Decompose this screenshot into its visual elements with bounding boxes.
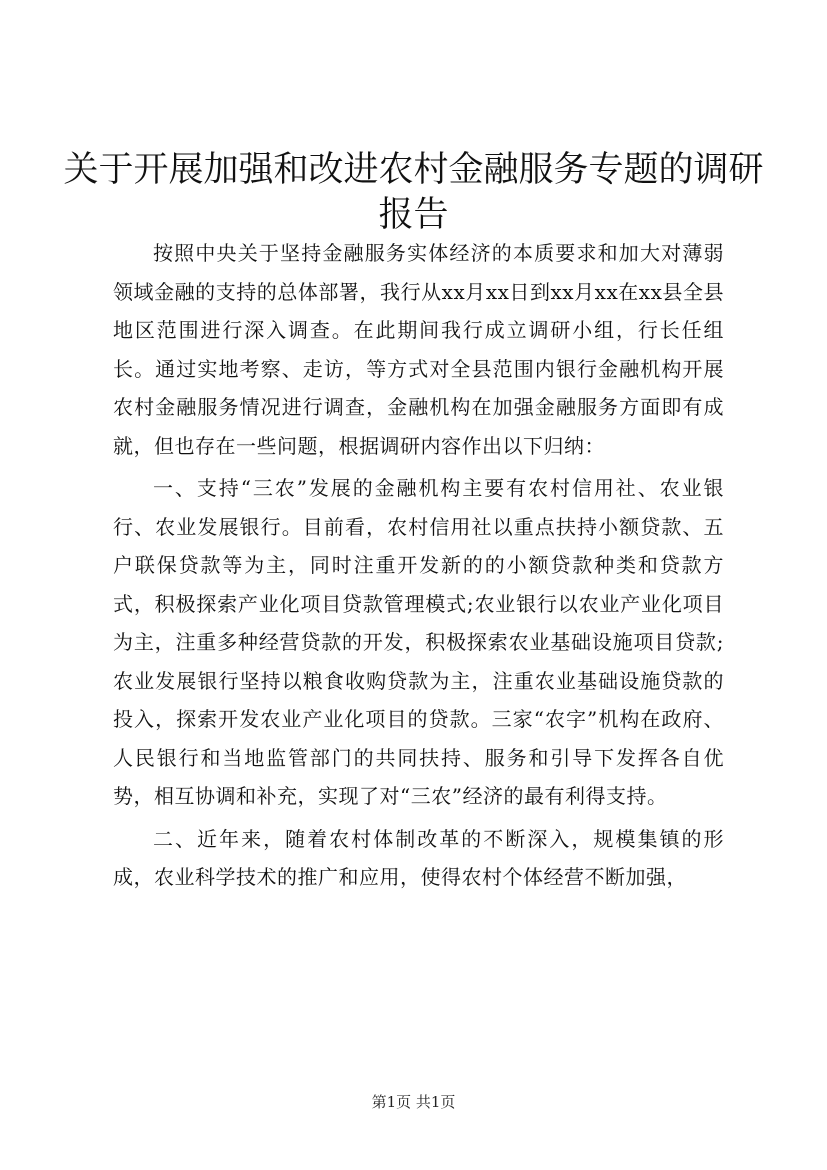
paragraph-section-2: 二、近年来，随着农村体制改革的不断深入，规模集镇的形成，农业科学技术的推广和应用，使得农村个体经营不断加强， <box>113 826 724 889</box>
document-title: 关于开展加强和改进农村金融服务专题的调研报告 <box>63 150 764 235</box>
paragraph-section-1: 一、支持“三农”发展的金融机构主要有农村信用社、农业银行、农业发展银行。目前看，农村信用社以重点扶持小额贷款、五户联保贷款等为主，同时注重开发新的的小额贷款种类和贷款方式，积极探索产业化项目贷款管理模式;农业银行以农业产业化项目为主，注重多种经营贷款的开发，积极探索农业基础设施项目贷款;农业发展银行坚持以粮食收购贷款为主，注重农业基础设施贷款的投入，探索开发农业产业化项目的贷款。三家“农字”机构在政府、人民银行和当地监管部门的共同扶持、服务和引导下发挥各自优势，相互协调和补充，实现了对“三农”经济的最有利得支持。 <box>113 476 724 808</box>
page-number-footer: 第1页 共1页 <box>371 1093 456 1111</box>
document-body <box>113 234 724 901</box>
paragraph-intro: 按照中央关于坚持金融服务实体经济的本质要求和加大对薄弱领域金融的支持的总体部署，我行从xx月xx日到xx月xx在xx县全县地区范围进行深入调查。在此期间我行成立调研小组，行长任组长。通过实地考察、走访，等方式对全县范围内银行金融机构开展农村金融服务情况进行调查，金融机构在加强金融服务方面即有成就，但也存在一些问题，根据调研内容作出以下归纳： <box>113 241 724 458</box>
